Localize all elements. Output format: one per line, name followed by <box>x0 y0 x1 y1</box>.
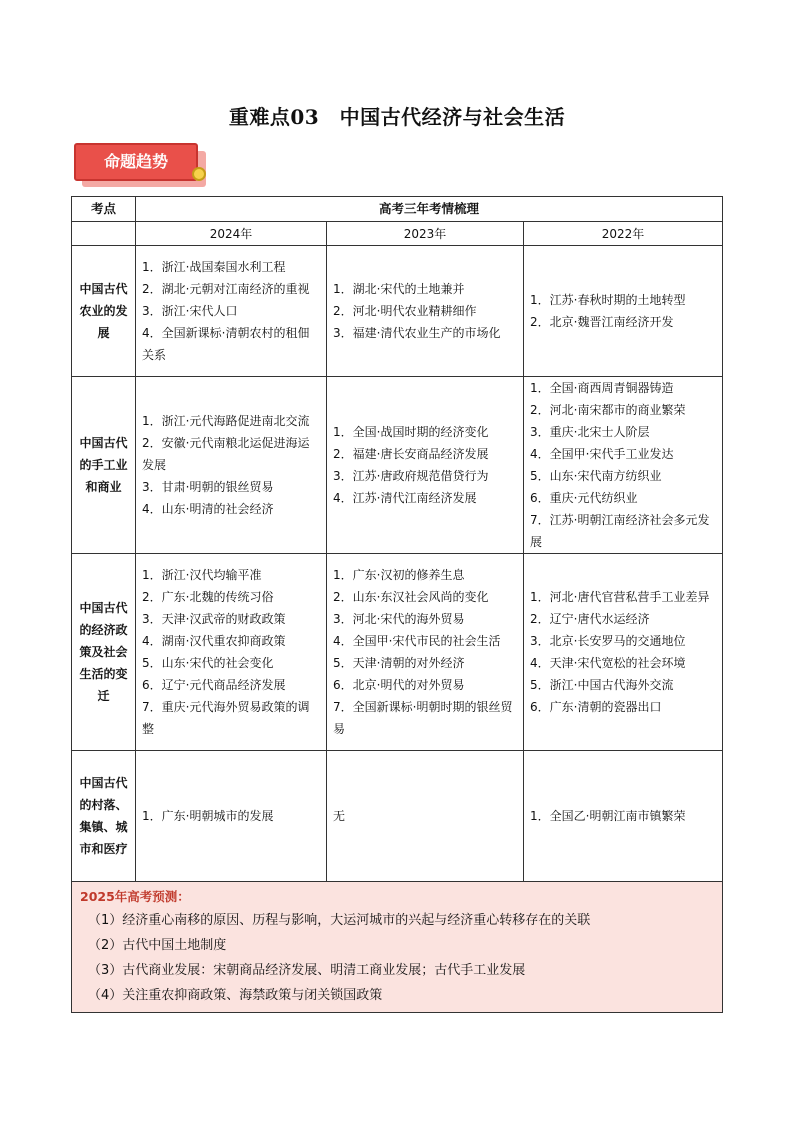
prediction-line: （3）古代商业发展：宋朝商品经济发展、明清工商业发展；古代手工业发展 <box>88 963 526 978</box>
exam-item: 4．湖南·汉代重农抑商政策 <box>142 634 286 648</box>
table-row <box>72 246 723 377</box>
year-blank-cell <box>72 222 136 246</box>
exam-item: 4．山东·明清的社会经济 <box>142 502 274 516</box>
year-cell-2023 <box>327 554 524 751</box>
table-row <box>72 377 723 554</box>
exam-item: 4．江苏·清代江南经济发展 <box>333 491 477 505</box>
exam-item: 2．北京·魏晋江南经济开发 <box>530 315 674 329</box>
section-badge <box>74 143 210 191</box>
header-topic: 考点 <box>72 197 136 222</box>
exam-item: 1．广东·汉初的修养生息 <box>333 568 465 582</box>
year-cell-2022 <box>524 377 723 554</box>
exam-item: 1．河北·唐代官营私营手工业差异 <box>530 590 710 604</box>
prediction-heading: 2025年高考预测： <box>80 889 190 904</box>
year-cell-2024 <box>136 377 327 554</box>
prediction-cell <box>72 882 723 1013</box>
exam-item: 3．北京·长安罗马的交通地位 <box>530 634 686 648</box>
exam-item: 2．河北·明代农业精耕细作 <box>333 304 477 318</box>
prediction-line: （2）古代中国土地制度 <box>88 938 227 953</box>
table-header-row <box>72 197 723 222</box>
exam-item: 2．湖北·元朝对江南经济的重视 <box>142 282 310 296</box>
year-cell-2023 <box>327 246 524 377</box>
exam-item: 1．湖北·宋代的土地兼并 <box>333 282 465 296</box>
exam-item: 7．重庆·元代海外贸易政策的调整 <box>142 700 310 736</box>
year-cell-2024 <box>136 751 327 882</box>
exam-item: 4．全国甲·宋代市民的社会生活 <box>333 634 501 648</box>
exam-item: 3．江苏·唐政府规范借贷行为 <box>333 469 489 483</box>
exam-item: 1．江苏·春秋时期的土地转型 <box>530 293 686 307</box>
topic-cell: 中国古代的经济政策及社会生活的变迁 <box>72 554 136 751</box>
exam-item: 2．河北·南宋都市的商业繁荣 <box>530 403 686 417</box>
year-cell-2023 <box>327 751 524 882</box>
exam-item: 6．辽宁·元代商品经济发展 <box>142 678 286 692</box>
exam-item: 7．全国新课标·明朝时期的银丝贸易 <box>333 700 513 736</box>
exam-item: 6．北京·明代的对外贸易 <box>333 678 465 692</box>
exam-item: 7．江苏·明朝江南经济社会多元发展 <box>530 513 710 549</box>
prediction-line: （1）经济重心南移的原因、历程与影响，大运河城市的兴起与经济重心转移存在的关联 <box>88 913 591 928</box>
exam-item: 5．天津·清朝的对外经济 <box>333 656 465 670</box>
exam-item: 5．山东·宋代南方纺织业 <box>530 469 662 483</box>
prediction-line: （4）关注重农抑商政策、海禁政策与闭关锁国政策 <box>88 988 383 1003</box>
exam-item: 4．全国甲·宋代手工业发达 <box>530 447 674 461</box>
exam-item: 3．甘肃·明朝的银丝贸易 <box>142 480 274 494</box>
year-2023: 2023年 <box>327 222 524 246</box>
exam-item: 3．福建·清代农业生产的市场化 <box>333 326 501 340</box>
header-main: 高考三年考情梳理 <box>136 197 723 222</box>
year-cell-2022 <box>524 554 723 751</box>
exam-analysis-table <box>71 196 723 1013</box>
exam-item: 5．浙江·中国古代海外交流 <box>530 678 674 692</box>
exam-item: 4．全国新课标·清朝农村的租佃关系 <box>142 326 310 362</box>
table-row <box>72 554 723 751</box>
topic-cell: 中国古代的手工业和商业 <box>72 377 136 554</box>
topic-cell: 中国古代农业的发展 <box>72 246 136 377</box>
exam-item: 1．全国乙·明朝江南市镇繁荣 <box>530 809 686 823</box>
year-cell-2022 <box>524 751 723 882</box>
exam-item: 5．山东·宋代的社会变化 <box>142 656 274 670</box>
year-cell-2022 <box>524 246 723 377</box>
exam-item: 3．河北·宋代的海外贸易 <box>333 612 465 626</box>
year-2024: 2024年 <box>136 222 327 246</box>
exam-item: 3．天津·汉武帝的财政政策 <box>142 612 286 626</box>
year-cell-2024 <box>136 246 327 377</box>
exam-item: 2．安徽·元代南粮北运促进海运发展 <box>142 436 310 472</box>
table-row <box>72 751 723 882</box>
exam-item: 1．浙江·汉代均输平准 <box>142 568 262 582</box>
table-year-row <box>72 222 723 246</box>
year-cell-2024 <box>136 554 327 751</box>
exam-item: 6．广东·清朝的瓷器出口 <box>530 700 662 714</box>
badge-dot-icon <box>192 167 206 181</box>
exam-item: 2．福建·唐长安商品经济发展 <box>333 447 489 461</box>
exam-item: 4．天津·宋代宽松的社会环境 <box>530 656 686 670</box>
exam-item: 3．重庆·北宋士人阶层 <box>530 425 650 439</box>
exam-item: 1．广东·明朝城市的发展 <box>142 809 274 823</box>
page-title: 重难点03 中国古代经济与社会生活 <box>228 105 566 129</box>
exam-item: 3．浙江·宋代人口 <box>142 304 238 318</box>
exam-item: 无 <box>333 809 346 823</box>
exam-item: 1．浙江·元代海路促进南北交流 <box>142 414 310 428</box>
year-2022: 2022年 <box>524 222 723 246</box>
exam-item: 2．辽宁·唐代水运经济 <box>530 612 650 626</box>
exam-item: 2．广东·北魏的传统习俗 <box>142 590 274 604</box>
exam-item: 1．浙江·战国秦国水利工程 <box>142 260 286 274</box>
year-cell-2023 <box>327 377 524 554</box>
topic-cell: 中国古代的村落、集镇、城市和医疗 <box>72 751 136 882</box>
exam-item: 1．全国·商西周青铜器铸造 <box>530 381 674 395</box>
prediction-row <box>72 882 723 1013</box>
exam-item: 2．山东·东汉社会风尚的变化 <box>333 590 489 604</box>
badge-label: 命题趋势 <box>74 143 198 181</box>
exam-item: 6．重庆·元代纺织业 <box>530 491 638 505</box>
exam-item: 1．全国·战国时期的经济变化 <box>333 425 489 439</box>
